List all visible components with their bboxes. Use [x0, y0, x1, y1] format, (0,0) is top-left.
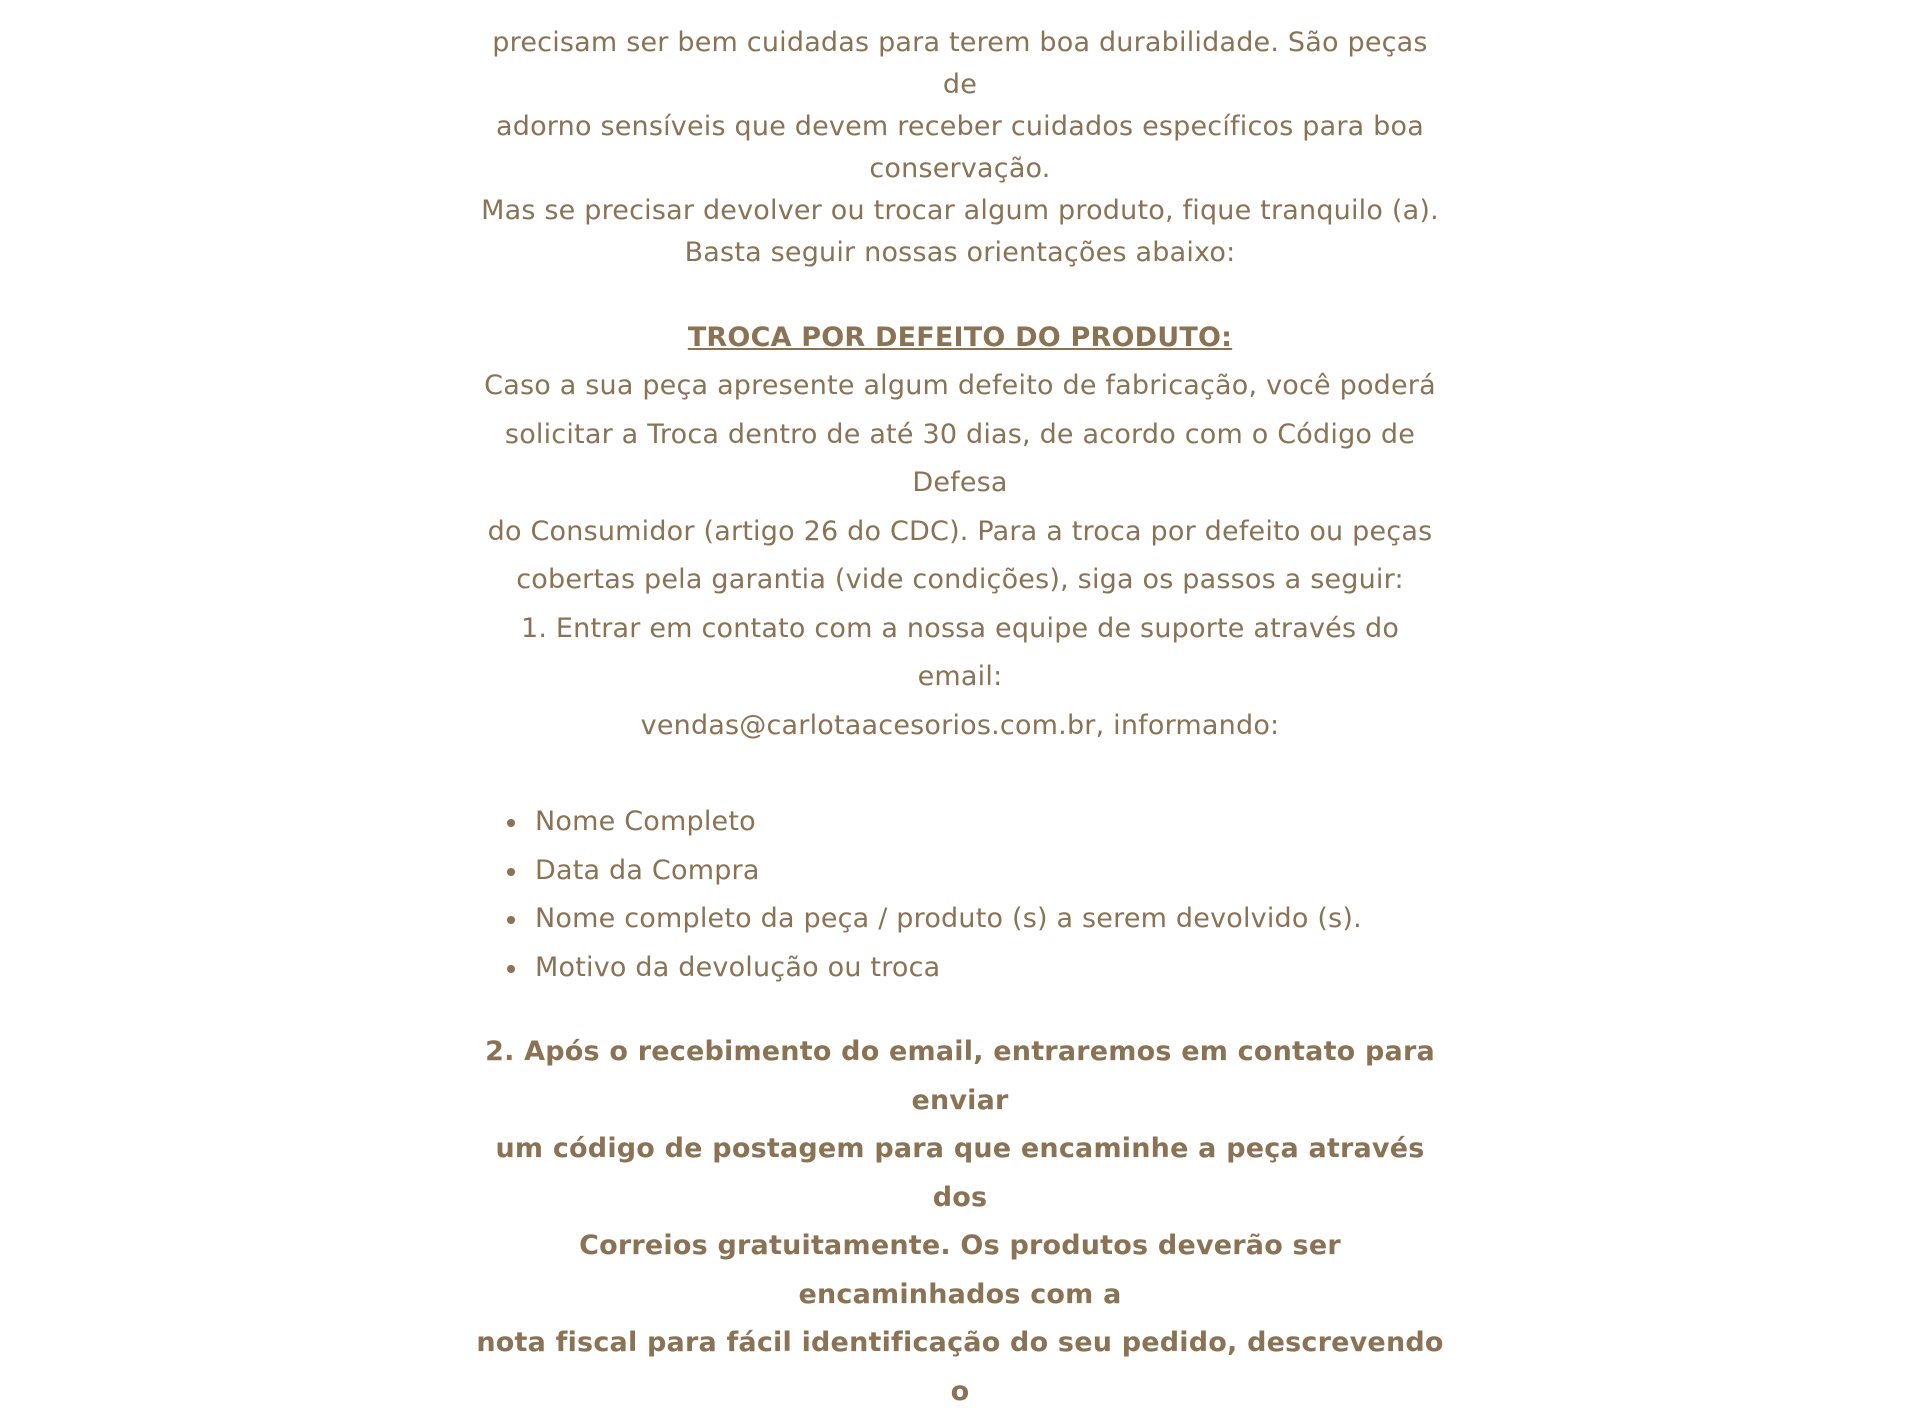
intro-line: Mas se precisar devolver ou trocar algum produto, fique tranquilo (a). — [481, 195, 1439, 226]
step2-line: 2. Após o recebimento do email, entraremos em contato para enviar — [485, 1036, 1435, 1116]
section-title-defect: TROCA POR DEFEITO DO PRODUTO: — [687, 322, 1233, 353]
defect-line: solicitar a Troca dentro de até 30 dias, de acordo com o Código de Defesa — [504, 418, 1416, 498]
intro-text — [475, 22, 1445, 274]
list-item: Data da Compra — [475, 847, 1445, 896]
defect-line: do Consumidor (artigo 26 do CDC). Para a troca por defeito ou peças — [487, 515, 1433, 547]
policy-content — [475, 22, 1445, 1416]
intro-line: conservação. — [869, 153, 1051, 184]
required-info-list — [475, 798, 1445, 992]
intro-line: adorno sensíveis que devem receber cuidados específicos para boa — [496, 111, 1424, 142]
step1-line: 1. Entrar em contato com a nossa equipe de suporte através do email: — [520, 612, 1400, 692]
step2-text — [475, 1028, 1445, 1416]
list-item: Nome completo da peça / produto (s) a serem devolvido (s). — [475, 895, 1445, 944]
support-email-line: vendas@carlotaacesorios.com.br, informando: — [640, 709, 1280, 741]
defect-line: Caso a sua peça apresente algum defeito de fabricação, você poderá — [484, 370, 1436, 401]
list-item: Nome Completo — [475, 798, 1445, 847]
step2-line: nota fiscal para fácil identificação do seu pedido, descrevendo o — [476, 1327, 1444, 1407]
step2-line: Correios gratuitamente. Os produtos deverão ser encaminhados com a — [579, 1230, 1341, 1310]
step2-line: um código de postagem para que encaminhe a peça através dos — [495, 1133, 1425, 1213]
intro-line: Basta seguir nossas orientações abaixo: — [684, 237, 1236, 268]
defect-line: cobertas pela garantia (vide condições), siga os passos a seguir: — [516, 564, 1404, 595]
defect-description — [475, 362, 1445, 750]
intro-line: precisam ser bem cuidadas para terem boa durabilidade. São peças de — [492, 27, 1428, 100]
list-item: Motivo da devolução ou troca — [475, 944, 1445, 993]
